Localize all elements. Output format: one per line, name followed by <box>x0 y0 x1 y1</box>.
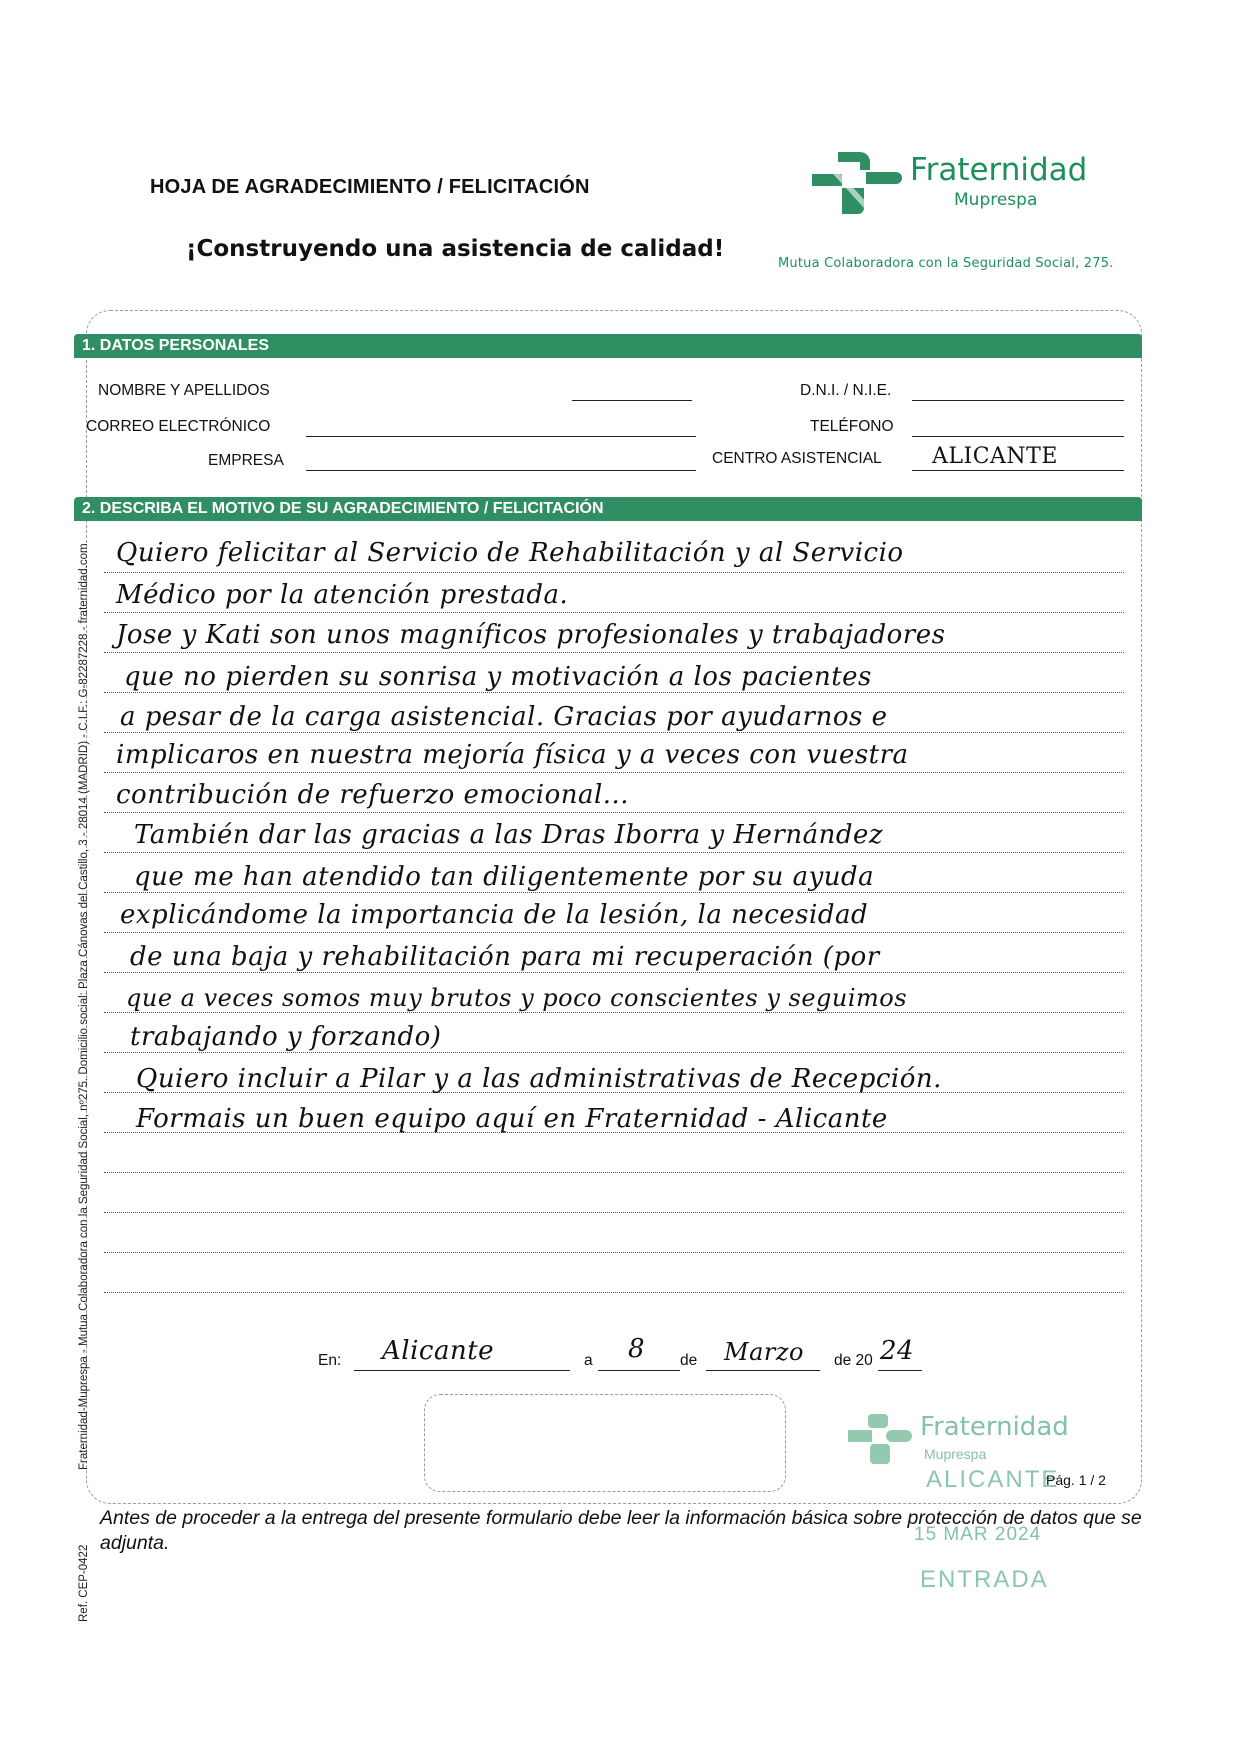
ruled-line <box>104 972 1124 973</box>
date-en-label: En: <box>318 1352 342 1369</box>
ruled-line <box>104 772 1124 773</box>
ruled-line <box>104 1212 1124 1213</box>
stamp-date: 15 MAR 2024 <box>914 1524 1042 1545</box>
message-line: También dar las gracias a las Dras Iborra y Hernández <box>134 820 884 850</box>
date-de-label: de <box>680 1352 698 1369</box>
ruled-line <box>104 612 1124 613</box>
place-field[interactable] <box>354 1370 570 1371</box>
signature-box[interactable] <box>424 1394 786 1492</box>
phone-field[interactable] <box>912 436 1124 437</box>
ruled-line <box>104 652 1124 653</box>
phone-label: TELÉFONO <box>810 418 894 435</box>
ruled-line <box>104 732 1124 733</box>
message-line: contribución de refuerzo emocional... <box>116 780 630 810</box>
year-value: 24 <box>880 1336 915 1366</box>
message-line: implicaros en nuestra mejoría física y a veces con vuestra <box>116 740 909 770</box>
message-line: Formais un buen equipo aquí en Fraternidad - Alicante <box>136 1104 888 1134</box>
side-legal-text: Fraternidad-Muprespa - Mutua Colaboradora con la Seguridad Social, nº275. Domicilio social: Plaza Cánovas del Castillo, 3 - 28014 (MADRID) - C.I.F.: G-82287228 - fraternidad.com <box>78 543 90 1470</box>
message-line: a pesar de la carga asistencial. Gracias por ayudarnos e <box>120 702 888 732</box>
reference-code: Ref. CEP-0422 <box>78 1544 90 1622</box>
ruled-line <box>104 812 1124 813</box>
date-a-label: a <box>584 1352 593 1369</box>
message-line: de una baja y rehabilitación para mi recuperación (por <box>130 942 880 972</box>
place-value: Alicante <box>382 1336 495 1366</box>
name-label: NOMBRE Y APELLIDOS <box>98 382 270 399</box>
stamp-entry: ENTRADA <box>920 1566 1049 1593</box>
day-value: 8 <box>628 1334 646 1364</box>
ruled-line <box>104 572 1124 573</box>
ruled-line <box>104 1172 1124 1173</box>
email-label: CORREO ELECTRÓNICO <box>86 418 271 435</box>
ruled-line <box>104 1012 1124 1013</box>
center-field[interactable] <box>912 470 1124 471</box>
ruled-line <box>104 892 1124 893</box>
ruled-line <box>104 932 1124 933</box>
message-line: que no pierden su sonrisa y motivación a los pacientes <box>124 662 872 692</box>
dni-field[interactable] <box>912 400 1124 401</box>
ruled-line <box>104 1052 1124 1053</box>
logo-sub: Muprespa <box>954 190 1038 210</box>
message-line: Médico por la atención prestada. <box>116 580 569 610</box>
form-title: HOJA DE AGRADECIMIENTO / FELICITACIÓN <box>150 176 590 198</box>
company-label: EMPRESA <box>208 452 284 469</box>
logo-name: Fraternidad <box>910 152 1088 188</box>
stamp-city: ALICANTE <box>926 1466 1060 1493</box>
message-line: trabajando y forzando) <box>130 1022 442 1052</box>
section-personal-data-header: 1. DATOS PERSONALES <box>74 334 1142 358</box>
year-prefix-label: de 20 <box>834 1352 873 1369</box>
dni-label: D.N.I. / N.I.E. <box>800 382 892 399</box>
fraternidad-logo-icon <box>808 148 904 214</box>
message-line: explicándome la importancia de la lesión, la necesidad <box>120 900 869 930</box>
data-protection-notice: Antes de proceder a la entrega del presente formulario debe leer la información básica sobre protección de datos que se adjunta. <box>100 1507 1142 1554</box>
stamp-sub: Muprespa <box>924 1446 987 1462</box>
mutua-text: Mutua Colaboradora con la Seguridad Social, 275. <box>778 256 1114 271</box>
message-line: Jose y Kati son unos magníficos profesionales y trabajadores <box>116 620 946 650</box>
page-number: Pág. 1 / 2 <box>1046 1472 1106 1488</box>
center-value: ALICANTE <box>932 444 1058 469</box>
email-field[interactable] <box>306 436 696 437</box>
name-field[interactable] <box>572 400 692 401</box>
message-line: Quiero incluir a Pilar y a las administrativas de Recepción. <box>136 1064 942 1094</box>
ruled-line <box>104 1252 1124 1253</box>
month-field[interactable] <box>706 1370 820 1371</box>
ruled-line <box>104 692 1124 693</box>
message-line: que a veces somos muy brutos y poco conscientes y seguimos <box>126 984 908 1012</box>
ruled-line <box>104 1292 1124 1293</box>
message-line: Quiero felicitar al Servicio de Rehabilitación y al Servicio <box>116 538 904 568</box>
section-reason-header: 2. DESCRIBA EL MOTIVO DE SU AGRADECIMIENTO / FELICITACIÓN <box>74 497 1142 521</box>
ruled-line <box>104 852 1124 853</box>
message-line: que me han atendido tan diligentemente por su ayuda <box>134 862 875 892</box>
center-label: CENTRO ASISTENCIAL <box>712 450 882 467</box>
day-field[interactable] <box>598 1370 680 1371</box>
company-field[interactable] <box>306 470 696 471</box>
month-value: Marzo <box>724 1338 804 1366</box>
year-field[interactable] <box>878 1370 922 1371</box>
stamp-name: Fraternidad <box>920 1412 1069 1442</box>
form-subtitle: ¡Construyendo una asistencia de calidad! <box>186 236 725 262</box>
stamp-logo-icon <box>846 1412 916 1468</box>
